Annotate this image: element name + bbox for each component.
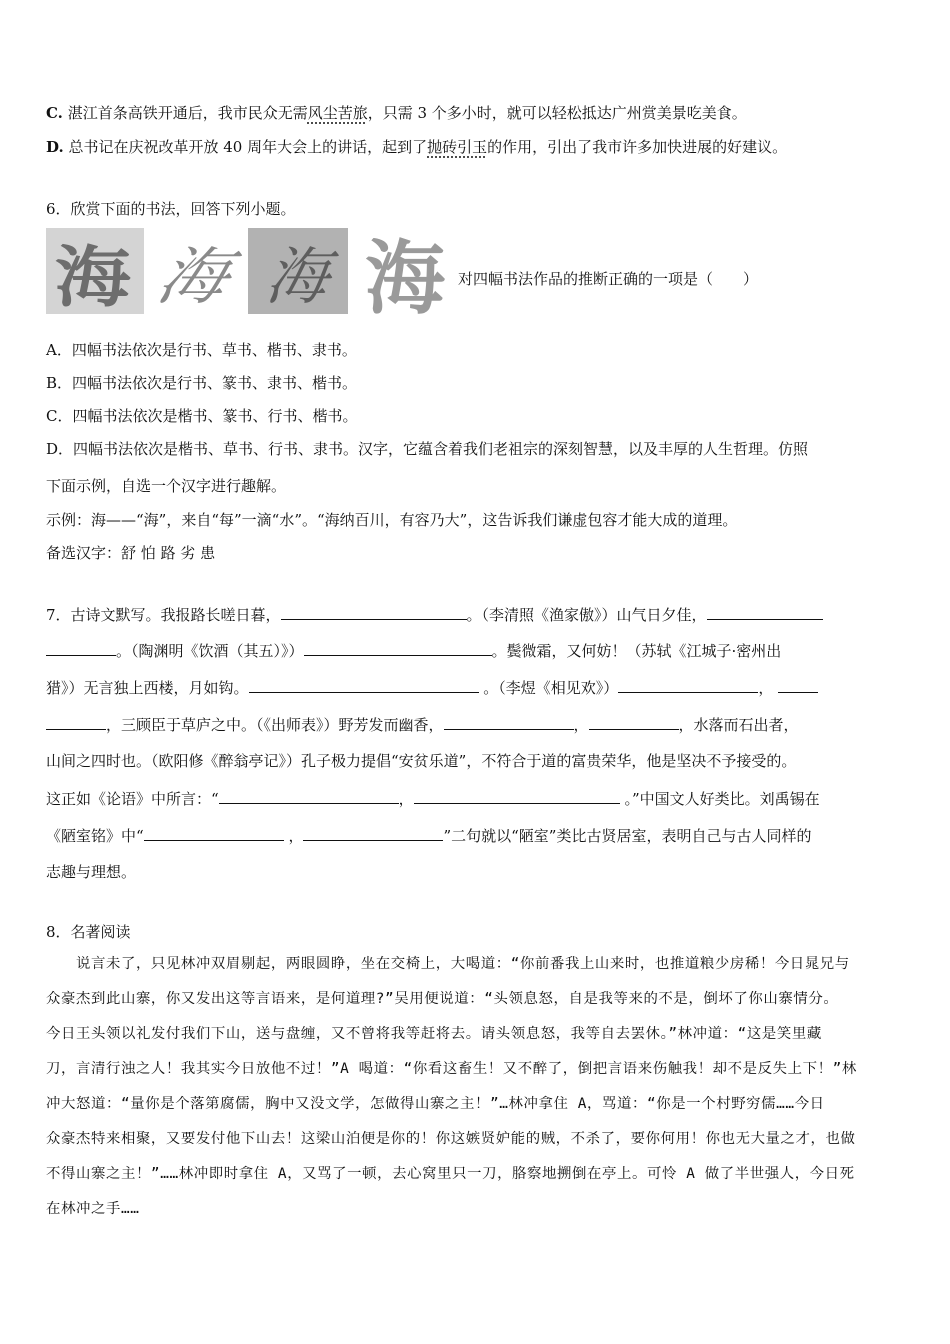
q7-line-1-b: 。（李清照《渔家傲》）山气日夕佳， — [466, 606, 707, 624]
q7-line-7-a: 《陋室铭》中“ — [46, 827, 144, 845]
q6-option-c: C．四幅书法依次是楷书、篆书、行书、楷书。 — [46, 407, 358, 425]
q5-option-c-label: C. — [46, 104, 63, 122]
q6-option-a: A．四幅书法依次是行书、草书、楷书、隶书。 — [46, 341, 357, 359]
q6-option-d: D．四幅书法依次是楷书、草书、行书、隶书。汉字，它蕴含着我们老祖宗的深刻智慧，以及丰厚的人生哲理。仿照 — [46, 440, 809, 458]
answer-blank[interactable] — [304, 639, 492, 656]
q5-option-c-pre: 湛江首条高铁开通后，我市民众无需 — [67, 104, 308, 122]
q5-option-d-idiom: 抛砖引玉 — [427, 138, 488, 156]
q7-line-3 — [46, 676, 818, 699]
q6-question: 对四幅书法作品的推断正确的一项是（ ） — [458, 270, 759, 288]
q7-line-2-a: 。（陶渊明《饮酒（其五）》） — [116, 642, 304, 660]
q8-passage-line: 刀，言清行浊之人！我其实今日放他不过！”A 喝道：“你看这畜生！又不醉了，倒把言语来伤触我！却不是反失上下！”林 — [46, 1061, 857, 1077]
q6-example: 示例：海——“海”，来自“每”一滴“水”。“海纳百川，有容乃大”，这告诉我们谦虚包容才能大成的道理。 — [46, 511, 738, 529]
q8-passage-line: 说言未了，只见林冲双眉剔起，两眼圆睁，坐在交椅上，大喝道：“你前番我上山来时，也推道粮少房稀！今日晁兄与 — [46, 956, 850, 972]
calligraphy-image-2 — [146, 228, 244, 314]
q7-line-1 — [46, 603, 823, 626]
q8-title: 8．名著阅读 — [46, 923, 131, 941]
q7-line-4 — [46, 713, 799, 736]
q8-passage-line: 众豪杰特来相聚，又要发付他下山去！这梁山泊便是你的！你这嫉贤妒能的贼，不杀了，要你何用！你也无大量之才，也做 — [46, 1131, 856, 1147]
q6-option-b: B．四幅书法依次是行书、篆书、隶书、楷书。 — [46, 374, 358, 392]
q5-option-d-pre: 总书记在庆祝改革开放 40 周年大会上的讲话，起到了 — [68, 138, 428, 156]
answer-blank[interactable] — [219, 787, 399, 804]
calligraphy-image-1 — [46, 228, 144, 314]
q7-line-2 — [46, 639, 781, 662]
q7-line-4-a: ，三顾臣于草庐之中。（《出师表》）野芳发而幽香， — [106, 716, 444, 734]
q7-line-6-a: 这正如《论语》中所言：“ — [46, 790, 219, 808]
q5-option-c-idiom: 风尘苦旅 — [307, 104, 368, 122]
q7-line-5: 山间之四时也。（欧阳修《醉翁亭记》）孔子极力提倡“安贫乐道”，不符合于道的富贵荣华，他是坚决不予接受的。 — [46, 752, 797, 770]
answer-blank[interactable] — [281, 603, 467, 620]
answer-blank[interactable] — [414, 787, 620, 804]
q7-line-3-c: ， — [758, 679, 774, 697]
q8-passage-line: 冲大怒道：“量你是个落第腐儒，胸中又没文学，怎做得山寨之主！”…林冲拿住 A，骂道：“你是一个村野穷儒……今日 — [46, 1096, 825, 1112]
q5-option-c — [46, 102, 747, 124]
q5-option-d — [46, 136, 787, 158]
q7-line-6 — [46, 787, 820, 810]
calligraphy-glyph-3: 海 — [262, 239, 333, 313]
q8-passage-line: 在林冲之手…… — [46, 1201, 140, 1217]
q7-line-6-b: ， — [398, 790, 414, 808]
q7-line-4-b: ， — [573, 716, 589, 734]
calligraphy-image-3 — [248, 228, 348, 314]
q8-passage-line: 不得山寨之主！”……林冲即时拿住 A，又骂了一顿，去心窝里只一刀，胳察地搠倒在亭上。可怜 A 做了半世强人，今日死 — [46, 1166, 855, 1182]
answer-blank[interactable] — [303, 824, 443, 841]
answer-blank[interactable] — [46, 713, 106, 730]
answer-blank[interactable] — [249, 676, 479, 693]
q6-continued: 下面示例，自选一个汉字进行趣解。 — [46, 477, 287, 495]
calligraphy-glyph-1: 海 — [54, 237, 136, 316]
answer-blank[interactable] — [778, 676, 818, 693]
q7-line-1-a: 7．古诗文默写。我报路长嗟日暮， — [46, 606, 281, 624]
q6-candidates: 备选汉字：舒 怕 路 劣 患 — [46, 544, 216, 562]
q8-passage-line: 众豪杰到此山寨，你又发出这等言语来，是何道理?”吴用便说道：“头领息怒，自是我等来的不是，倒坏了你山寨情分。 — [46, 991, 839, 1007]
answer-blank[interactable] — [589, 713, 679, 730]
q7-line-3-b: 。（李煜《相见欢》） — [483, 679, 619, 697]
answer-blank[interactable] — [46, 639, 116, 656]
q7-line-8: 志趣与理想。 — [46, 863, 137, 881]
q6-stem: 6．欣赏下面的书法，回答下列小题。 — [46, 200, 296, 218]
q7-line-2-b: 。鬓微霜，又何妨！（苏轼《江城子·密州出 — [491, 642, 782, 660]
calligraphy-image-4 — [356, 228, 454, 325]
answer-blank[interactable] — [707, 603, 823, 620]
q5-option-c-post: ，只需 3 个多小时，就可以轻松抵达广州赏美景吃美食。 — [367, 104, 747, 122]
q8-passage-line: 今日王头领以礼发付我们下山，送与盘缠，又不曾将我等赶将去。请头领息怒，我等自去罢休。”林冲道：“这是笑里藏 — [46, 1026, 822, 1042]
q7-line-7 — [46, 824, 811, 847]
q5-option-d-post: 的作用，引出了我市许多加快进展的好建议。 — [487, 138, 788, 156]
calligraphy-glyph-4: 海 — [365, 231, 445, 325]
answer-blank[interactable] — [618, 676, 758, 693]
q7-line-3-a: 猎》）无言独上西楼，月如钩。 — [46, 679, 249, 697]
answer-blank[interactable] — [144, 824, 284, 841]
q7-line-7-b: ， — [288, 827, 304, 845]
q7-line-6-c: 。”中国文人好类比。刘禹锡在 — [624, 790, 820, 808]
q7-line-4-c: ，水落而石出者， — [678, 716, 799, 734]
q5-option-d-label: D. — [46, 138, 64, 156]
calligraphy-glyph-2: 海 — [150, 239, 237, 313]
q7-line-7-c: ”二句就以“陋室”类比古贤居室，表明自己与古人同样的 — [443, 827, 812, 845]
answer-blank[interactable] — [444, 713, 574, 730]
